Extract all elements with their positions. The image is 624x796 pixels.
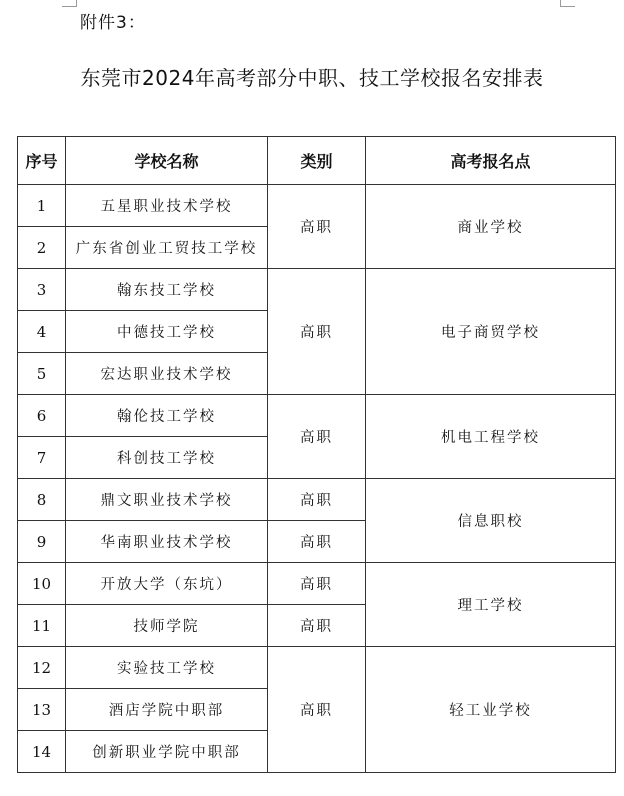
header-index: 序号 (18, 137, 66, 185)
school-name: 翰伦技工学校 (66, 395, 268, 437)
school-name: 科创技工学校 (66, 437, 268, 479)
header-school-name: 学校名称 (66, 137, 268, 185)
school-name: 创新职业学院中职部 (66, 731, 268, 773)
category-cell: 高职 (268, 605, 366, 647)
school-name: 五星职业技术学校 (66, 185, 268, 227)
row-index: 4 (18, 311, 66, 353)
table-header-row (18, 137, 616, 185)
registration-table (17, 136, 616, 773)
exam-site-cell: 信息职校 (366, 479, 616, 563)
header-exam-site: 高考报名点 (366, 137, 616, 185)
row-index: 5 (18, 353, 66, 395)
table-row (18, 395, 616, 437)
school-name: 开放大学（东坑） (66, 563, 268, 605)
school-name: 实验技工学校 (66, 647, 268, 689)
category-cell: 高职 (268, 479, 366, 521)
category-cell: 高职 (268, 185, 366, 269)
document-title: 东莞市2024年高考部分中职、技工学校报名安排表 (80, 66, 544, 90)
row-index: 11 (18, 605, 66, 647)
table-row (18, 269, 616, 311)
category-cell: 高职 (268, 395, 366, 479)
school-name: 华南职业技术学校 (66, 521, 268, 563)
exam-site-cell: 机电工程学校 (366, 395, 616, 479)
row-index: 10 (18, 563, 66, 605)
exam-site-cell: 轻工业学校 (366, 647, 616, 773)
row-index: 9 (18, 521, 66, 563)
school-name: 翰东技工学校 (66, 269, 268, 311)
row-index: 8 (18, 479, 66, 521)
row-index: 12 (18, 647, 66, 689)
page-corner-mark (560, 0, 575, 7)
row-index: 7 (18, 437, 66, 479)
row-index: 13 (18, 689, 66, 731)
category-cell: 高职 (268, 563, 366, 605)
exam-site-cell: 理工学校 (366, 563, 616, 647)
category-cell: 高职 (268, 647, 366, 773)
row-index: 1 (18, 185, 66, 227)
attachment-label: 附件3： (80, 13, 146, 33)
school-name: 宏达职业技术学校 (66, 353, 268, 395)
row-index: 2 (18, 227, 66, 269)
page-corner-mark (62, 0, 77, 7)
table-row (18, 563, 616, 605)
row-index: 6 (18, 395, 66, 437)
header-category: 类别 (268, 137, 366, 185)
school-name: 广东省创业工贸技工学校 (66, 227, 268, 269)
row-index: 3 (18, 269, 66, 311)
school-name: 技师学院 (66, 605, 268, 647)
category-cell: 高职 (268, 521, 366, 563)
school-name: 鼎文职业技术学校 (66, 479, 268, 521)
table-row (18, 647, 616, 689)
school-name: 酒店学院中职部 (66, 689, 268, 731)
category-cell: 高职 (268, 269, 366, 395)
table-row (18, 185, 616, 227)
exam-site-cell: 商业学校 (366, 185, 616, 269)
row-index: 14 (18, 731, 66, 773)
exam-site-cell: 电子商贸学校 (366, 269, 616, 395)
table-row (18, 479, 616, 521)
school-name: 中德技工学校 (66, 311, 268, 353)
